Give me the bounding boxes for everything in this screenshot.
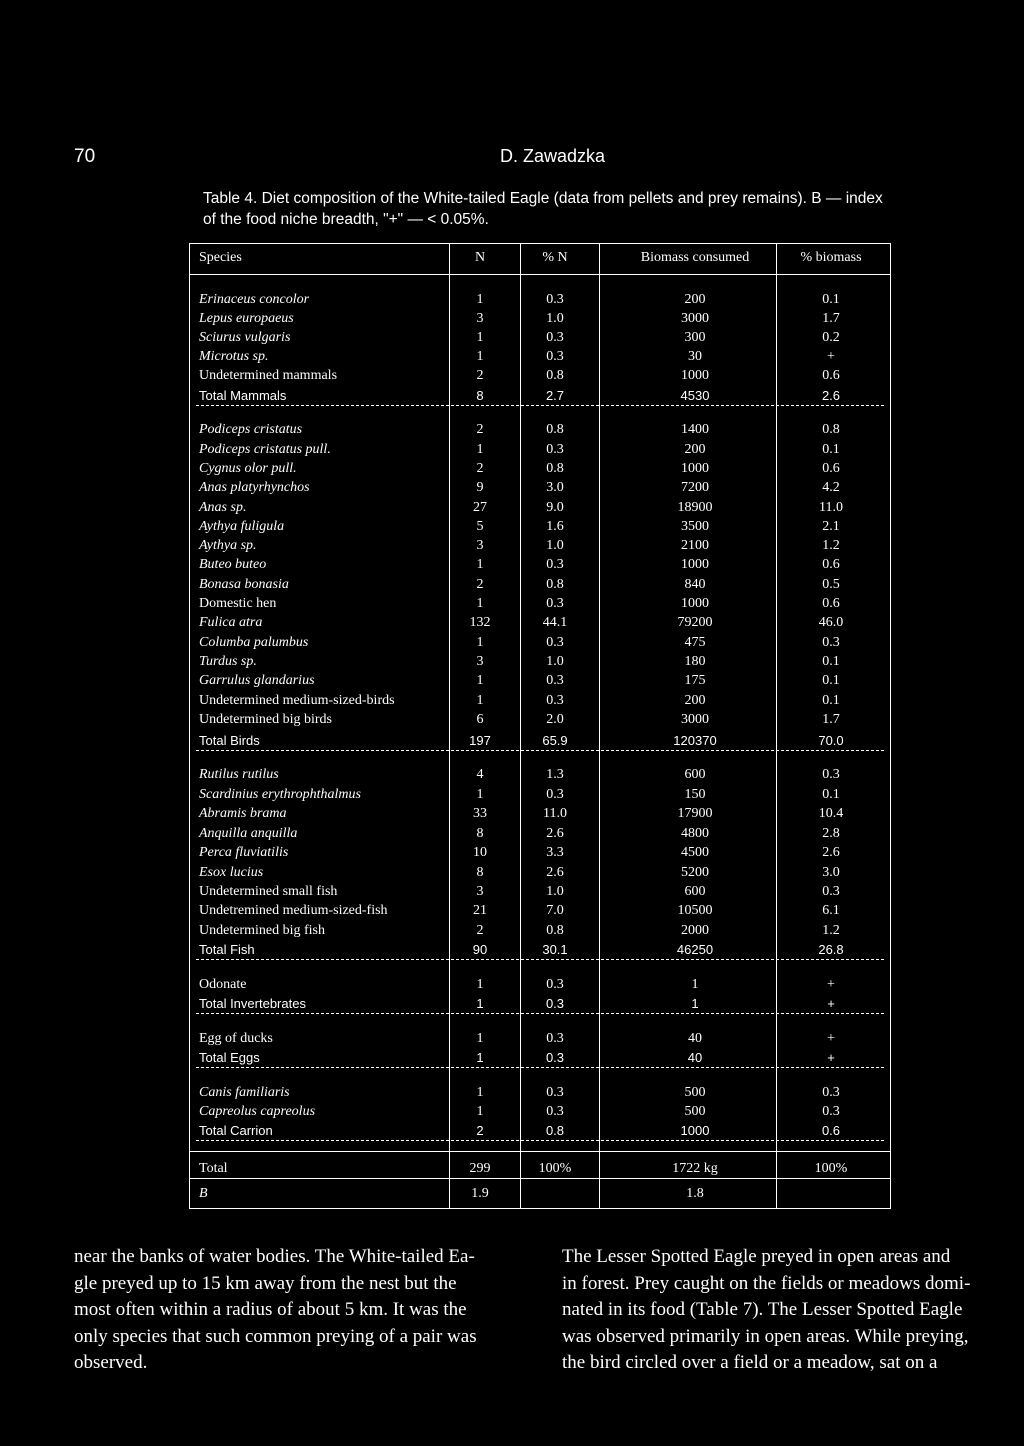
table-cell-bio: 10500 (677, 903, 713, 918)
table-row (190, 843, 890, 863)
table-cell-sp: Bonasa bonasia (199, 577, 289, 592)
table-cell-pb: 26.8 (818, 942, 844, 957)
table-row (190, 785, 890, 805)
table-cell-sp: Podiceps cristatus pull. (199, 442, 331, 457)
body-text-line: near the banks of water bodies. The White-tailed Ea- (74, 1246, 475, 1267)
table-cell-pb: 0.3 (822, 1104, 840, 1119)
table-cell-n: 21 (473, 903, 487, 918)
table-cell-pb: 0.8 (822, 422, 840, 437)
body-text-line: The Lesser Spotted Eagle preyed in open areas and (562, 1246, 951, 1267)
table-cell-n: 1 (476, 557, 484, 572)
table-cell-n: 1 (476, 787, 484, 802)
table-row (190, 555, 890, 575)
table-cell-bio: 1000 (681, 596, 709, 611)
table-cell-n: 1 (476, 1050, 484, 1065)
table-total-row (190, 1048, 890, 1068)
table-grand-total-row (190, 1184, 890, 1204)
table-cell-pn: 1.0 (546, 538, 564, 553)
table-row (190, 824, 890, 844)
table-cell-pn: 0.3 (546, 635, 564, 650)
table-row (190, 575, 890, 595)
table-cell-bio: 3000 (681, 311, 709, 326)
table-row (190, 420, 890, 440)
table-cell-sp: Capreolus capreolus (199, 1104, 316, 1119)
table-cell-pb: 2.6 (821, 388, 841, 403)
table-cell-pb: 0.1 (822, 787, 840, 802)
table-cell-sp: Anas sp. (199, 500, 247, 515)
table-cell-pn: 9.0 (546, 500, 564, 515)
table-cell-pb: + (827, 1031, 835, 1046)
table-row (190, 1102, 890, 1122)
table-cell-pn: 0.3 (546, 330, 564, 345)
table-cell-pn: 44.1 (542, 615, 568, 630)
table-cell-pn: 2.6 (546, 826, 564, 841)
table-cell-n: 2 (476, 923, 484, 938)
table-cell-pb: 0.3 (822, 884, 840, 899)
table-cell-sp: Total Birds (199, 733, 260, 748)
table-cell-pb: 6.1 (822, 903, 840, 918)
table-cell-pb: 0.1 (822, 673, 840, 688)
table-cell-n: 3 (476, 654, 484, 669)
table-header-cell: N (474, 250, 486, 265)
table-cell-n: 8 (476, 826, 484, 841)
table-cell-pb: 0.6 (822, 461, 840, 476)
table-cell-sp: Undetermined medium-sized-birds (199, 693, 395, 708)
table-cell-pn: 0.3 (546, 787, 564, 802)
body-text-line: only species that such common preying of a pair was (74, 1325, 477, 1347)
table-cell-bio: 500 (684, 1085, 706, 1100)
table-cell-sp: Undetermined big fish (199, 923, 325, 938)
table-row (190, 804, 890, 824)
table-cell-pb: + (827, 349, 835, 364)
table-header-cell: % biomass (800, 250, 862, 265)
diet-table (189, 243, 891, 1209)
table-cell-pn: 0.8 (545, 1123, 565, 1138)
table-cell-sp: Aythya sp. (199, 538, 257, 553)
table-header-cell: Biomass consumed (640, 250, 750, 265)
table-cell-n: 1 (476, 693, 484, 708)
total-dashed-rule (196, 1067, 884, 1068)
table-cell-sp: Sciurus vulgaris (199, 330, 291, 345)
table-row (190, 633, 890, 653)
table-cell-n: 1 (476, 673, 484, 688)
table-cell-pb: 4.2 (822, 480, 840, 495)
body-text-left-column (74, 1244, 512, 1377)
table-cell-n: 2 (476, 461, 484, 476)
table-cell-bio: 5200 (681, 865, 709, 880)
table-row (190, 652, 890, 672)
table-row (190, 765, 890, 785)
table-cell-sp: Egg of ducks (199, 1031, 273, 1046)
table-cell-pn: 0.3 (546, 349, 564, 364)
table-cell-pb: 46.0 (818, 615, 844, 630)
table-cell-bio: 1000 (681, 461, 709, 476)
table-cell-n: 1 (476, 596, 484, 611)
table-cell-n: 4 (476, 767, 484, 782)
body-text-line: most often within a radius of about 5 km. It was the (74, 1299, 467, 1320)
table-cell-sp: Microtus sp. (199, 349, 269, 364)
table-cell-pb: 1.2 (822, 538, 840, 553)
table-cell-bio: 500 (684, 1104, 706, 1119)
table-cell-n: 1 (476, 977, 484, 992)
table-cell-bio: 1000 (680, 1123, 710, 1138)
table-cell-n: 3 (476, 884, 484, 899)
table-cell-sp: Odonate (199, 977, 247, 992)
table-header-cell: % N (542, 250, 568, 265)
table-cell-bio: 4530 (680, 388, 710, 403)
body-text-line: gle preyed up to 15 km away from the nest but the (74, 1272, 457, 1294)
caption-line-2: of the food niche breadth, "+" — < 0.05%. (203, 211, 489, 228)
table-cell-pb: 0.6 (822, 368, 840, 383)
page-number: 70 (74, 146, 96, 167)
running-head: D. Zawadzka (500, 146, 606, 166)
table-cell-n: 33 (473, 806, 487, 821)
table-cell-bio: 1 (691, 996, 699, 1011)
table-cell-bio: 4500 (681, 845, 709, 860)
table-cell-bio: 1.8 (686, 1186, 704, 1201)
table-cell-sp: Undetermined big birds (199, 712, 332, 727)
table-cell-pb: 0.1 (822, 442, 840, 457)
table-cell-pn: 0.3 (546, 442, 564, 457)
table-cell-pb: 0.1 (822, 654, 840, 669)
table-cell-pb: 2.1 (822, 519, 840, 534)
table-cell-bio: 18900 (677, 500, 713, 515)
table-cell-bio: 1722 kg (672, 1161, 718, 1176)
table-header-row (190, 248, 890, 268)
table-cell-sp: Total Mammals (199, 388, 287, 403)
table-cell-bio: 1000 (681, 557, 709, 572)
table-cell-pb: 2.8 (822, 826, 840, 841)
table-cell-pn: 0.3 (546, 557, 564, 572)
table-cell-sp: Canis familiaris (199, 1085, 290, 1100)
body-text-line: nated in its food (Table 7). The Lesser Spotted Eagle (562, 1299, 963, 1320)
table-cell-sp: Perca fluviatilis (199, 845, 289, 860)
table-cell-n: 8 (476, 388, 484, 403)
table-cell-pn: 0.8 (546, 461, 564, 476)
table-cell-pn: 0.3 (546, 977, 564, 992)
table-cell-pb: 1.7 (822, 712, 840, 727)
table-cell-n: 1 (476, 996, 484, 1011)
table-cell-n: 1 (476, 292, 484, 307)
table-cell-n: 1 (476, 1104, 484, 1119)
table-cell-bio: 150 (684, 787, 706, 802)
table-cell-bio: 3000 (681, 712, 709, 727)
table-row (190, 1083, 890, 1103)
table-cell-n: 1 (476, 635, 484, 650)
table-cell-sp: Rutilus rutilus (199, 767, 279, 782)
body-text-line: in forest. Prey caught on the fields or meadows domi- (562, 1272, 971, 1294)
table-cell-pn: 3.3 (546, 845, 564, 860)
table-cell-pn: 30.1 (542, 942, 568, 957)
table-cell-pn: 0.3 (546, 1104, 564, 1119)
table-cell-pb: 0.3 (822, 1085, 840, 1100)
table-cell-bio: 600 (684, 767, 706, 782)
table-cell-sp: Anquilla anquilla (199, 826, 298, 841)
table-cell-pb: 0.1 (822, 292, 840, 307)
table-cell-pb: 100% (814, 1161, 848, 1176)
total-dashed-rule (196, 1013, 884, 1014)
total-dashed-rule (196, 750, 884, 751)
table-cell-sp: Total Invertebrates (199, 996, 306, 1011)
table-cell-n: 3 (476, 311, 484, 326)
table-row (190, 613, 890, 633)
table-cell-n: 2 (476, 1123, 484, 1138)
table-cell-pn: 0.3 (546, 292, 564, 307)
table-row (190, 459, 890, 479)
table-cell-n: 1 (476, 1085, 484, 1100)
table-cell-bio: 2000 (681, 923, 709, 938)
table-cell-pb: 0.6 (822, 596, 840, 611)
table-row (190, 536, 890, 556)
table-cell-bio: 120370 (673, 733, 717, 748)
caption-line-1: Table 4. Diet composition of the White-tailed Eagle (data from pellets and prey remains). B — index (203, 190, 883, 207)
table-cell-pn: 0.3 (545, 1050, 565, 1065)
table-cell-pn: 1.0 (546, 884, 564, 899)
table-cell-n: 197 (469, 733, 491, 748)
table-cell-pn: 100% (538, 1161, 572, 1176)
table-cell-sp: Total Eggs (199, 1050, 260, 1065)
table-cell-pb: 1.2 (822, 923, 840, 938)
table-cell-bio: 7200 (681, 480, 709, 495)
table-cell-bio: 200 (684, 693, 706, 708)
table-caption (203, 188, 903, 230)
table-cell-pb: + (827, 1050, 835, 1065)
table-cell-sp: Erinaceus concolor (199, 292, 310, 307)
table-cell-pn: 0.8 (546, 422, 564, 437)
table-cell-n: 1 (476, 442, 484, 457)
table-row (190, 710, 890, 730)
table-cell-sp: Buteo buteo (199, 557, 267, 572)
table-cell-pn: 2.6 (546, 865, 564, 880)
table-cell-n: 5 (476, 519, 484, 534)
total-dashed-rule (196, 405, 884, 406)
table-cell-pb: 2.6 (822, 845, 840, 860)
table-cell-bio: 46250 (676, 942, 714, 957)
table-row (190, 863, 890, 883)
table-cell-pb: 10.4 (818, 806, 844, 821)
table-total-row (190, 940, 890, 960)
table-cell-pb: 0.1 (822, 693, 840, 708)
table-row (190, 691, 890, 711)
table-cell-bio: 1000 (681, 368, 709, 383)
table-cell-pn: 1.6 (546, 519, 564, 534)
table-cell-sp: Aythya fuligula (199, 519, 285, 534)
table-cell-bio: 17900 (677, 806, 713, 821)
table-cell-pn: 0.3 (545, 996, 565, 1011)
table-cell-pb: 1.7 (822, 311, 840, 326)
table-cell-pb: 0.2 (822, 330, 840, 345)
table-cell-pb: 0.6 (821, 1123, 841, 1138)
table-cell-bio: 840 (684, 577, 706, 592)
table-cell-bio: 200 (684, 442, 706, 457)
table-cell-n: 9 (476, 480, 484, 495)
table-cell-pn: 0.3 (546, 1085, 564, 1100)
table-header-rule (190, 274, 890, 275)
table-row (190, 975, 890, 995)
table-cell-pn: 0.3 (546, 1031, 564, 1046)
table-cell-pn: 1.0 (546, 654, 564, 669)
table-row (190, 517, 890, 537)
table-cell-sp: Undetermined mammals (199, 368, 338, 383)
table-cell-pn: 0.8 (546, 368, 564, 383)
table-row (190, 901, 890, 921)
table-cell-pb: 0.3 (822, 635, 840, 650)
table-cell-n: 1.9 (471, 1186, 489, 1201)
table-total-row (190, 994, 890, 1014)
table-grand-total-rule (190, 1178, 890, 1179)
body-text-line: the bird circled over a field or a meadow, sat on a (562, 1352, 938, 1373)
table-cell-n: 1 (476, 330, 484, 345)
table-cell-n: 132 (469, 615, 491, 630)
table-cell-sp: Total Carrion (199, 1123, 273, 1138)
table-cell-n: 3 (476, 538, 484, 553)
table-row (190, 440, 890, 460)
table-cell-bio: 40 (688, 1031, 702, 1046)
table-cell-sp: Turdus sp. (199, 654, 257, 669)
table-cell-sp: Columba palumbus (199, 635, 309, 650)
table-cell-bio: 79200 (677, 615, 713, 630)
table-total-row (190, 386, 890, 406)
table-cell-n: 10 (473, 845, 487, 860)
table-cell-pn: 11.0 (543, 806, 567, 821)
table-grand-total-row (190, 1159, 890, 1179)
table-cell-pb: 70.0 (818, 733, 844, 748)
table-cell-pb: 0.6 (822, 557, 840, 572)
table-cell-bio: 30 (688, 349, 702, 364)
table-cell-n: 8 (476, 865, 484, 880)
table-cell-pn: 0.8 (546, 577, 564, 592)
total-dashed-rule (196, 1140, 884, 1141)
table-row (190, 309, 890, 329)
table-total-row (190, 731, 890, 751)
table-cell-pn: 1.0 (546, 311, 564, 326)
table-cell-bio: 300 (684, 330, 706, 345)
table-cell-sp: Total Fish (199, 942, 255, 957)
table-cell-sp: Esox lucius (199, 865, 264, 880)
table-cell-pb: 11.0 (819, 500, 843, 515)
table-cell-pn: 1.3 (546, 767, 564, 782)
table-cell-n: 2 (476, 368, 484, 383)
table-cell-pn: 3.0 (546, 480, 564, 495)
table-cell-bio: 3500 (681, 519, 709, 534)
table-row (190, 290, 890, 310)
table-cell-n: 2 (476, 577, 484, 592)
table-cell-n: 27 (473, 500, 487, 515)
table-cell-bio: 600 (684, 884, 706, 899)
table-cell-pn: 7.0 (546, 903, 564, 918)
table-cell-n: 6 (476, 712, 484, 727)
table-cell-n: 90 (472, 942, 488, 957)
table-cell-sp: Total (199, 1161, 228, 1176)
table-cell-pb: + (827, 996, 835, 1011)
table-total-row (190, 1121, 890, 1141)
body-text-line: observed. (74, 1352, 148, 1373)
table-cell-sp: Anas platyrhynchos (199, 480, 310, 495)
total-dashed-rule (196, 959, 884, 960)
table-row (190, 347, 890, 367)
table-cell-n: 2 (476, 422, 484, 437)
table-cell-sp: B (199, 1186, 208, 1201)
table-cell-pb: 0.5 (822, 577, 840, 592)
table-row (190, 498, 890, 518)
table-cell-sp: Cygnus olor pull. (199, 461, 297, 476)
table-cell-sp: Fulica atra (199, 615, 263, 630)
table-cell-bio: 180 (684, 654, 706, 669)
table-cell-pn: 2.7 (545, 388, 565, 403)
table-cell-bio: 200 (684, 292, 706, 307)
table-row (190, 671, 890, 691)
table-cell-sp: Undetermined small fish (199, 884, 338, 899)
table-cell-pn: 0.3 (546, 596, 564, 611)
table-cell-sp: Undetremined medium-sized-fish (199, 903, 388, 918)
table-cell-sp: Abramis brama (199, 806, 287, 821)
table-cell-bio: 1400 (681, 422, 709, 437)
table-cell-sp: Domestic hen (199, 596, 277, 611)
table-cell-n: 1 (476, 1031, 484, 1046)
table-row (190, 594, 890, 614)
table-cell-pn: 65.9 (542, 733, 568, 748)
table-cell-pn: 0.8 (546, 923, 564, 938)
table-cell-pb: + (827, 977, 835, 992)
table-cell-bio: 475 (684, 635, 706, 650)
table-cell-sp: Scardinius erythrophthalmus (199, 787, 361, 802)
table-row (190, 328, 890, 348)
table-cell-bio: 175 (684, 673, 706, 688)
table-cell-bio: 1 (691, 977, 699, 992)
table-cell-pb: 3.0 (822, 865, 840, 880)
table-cell-bio: 2100 (681, 538, 709, 553)
table-header-cell: Species (199, 250, 242, 265)
table-cell-pn: 2.0 (546, 712, 564, 727)
table-cell-sp: Lepus europaeus (199, 311, 294, 326)
table-cell-sp: Podiceps cristatus (199, 422, 303, 437)
table-cell-pn: 0.3 (546, 673, 564, 688)
table-row (190, 478, 890, 498)
table-row (190, 921, 890, 941)
table-cell-pb: 0.3 (822, 767, 840, 782)
table-row (190, 366, 890, 386)
table-cell-bio: 40 (687, 1050, 703, 1065)
table-grand-total-rule (190, 1151, 890, 1152)
table-cell-n: 299 (469, 1161, 491, 1176)
table-row (190, 882, 890, 902)
body-text-line: was observed primarily in open areas. While preying, (562, 1325, 969, 1347)
body-text-right-column (562, 1244, 1018, 1377)
table-row (190, 1029, 890, 1049)
table-cell-n: 1 (476, 349, 484, 364)
table-cell-bio: 4800 (681, 826, 709, 841)
table-cell-pn: 0.3 (546, 693, 564, 708)
table-cell-sp: Garrulus glandarius (199, 673, 315, 688)
